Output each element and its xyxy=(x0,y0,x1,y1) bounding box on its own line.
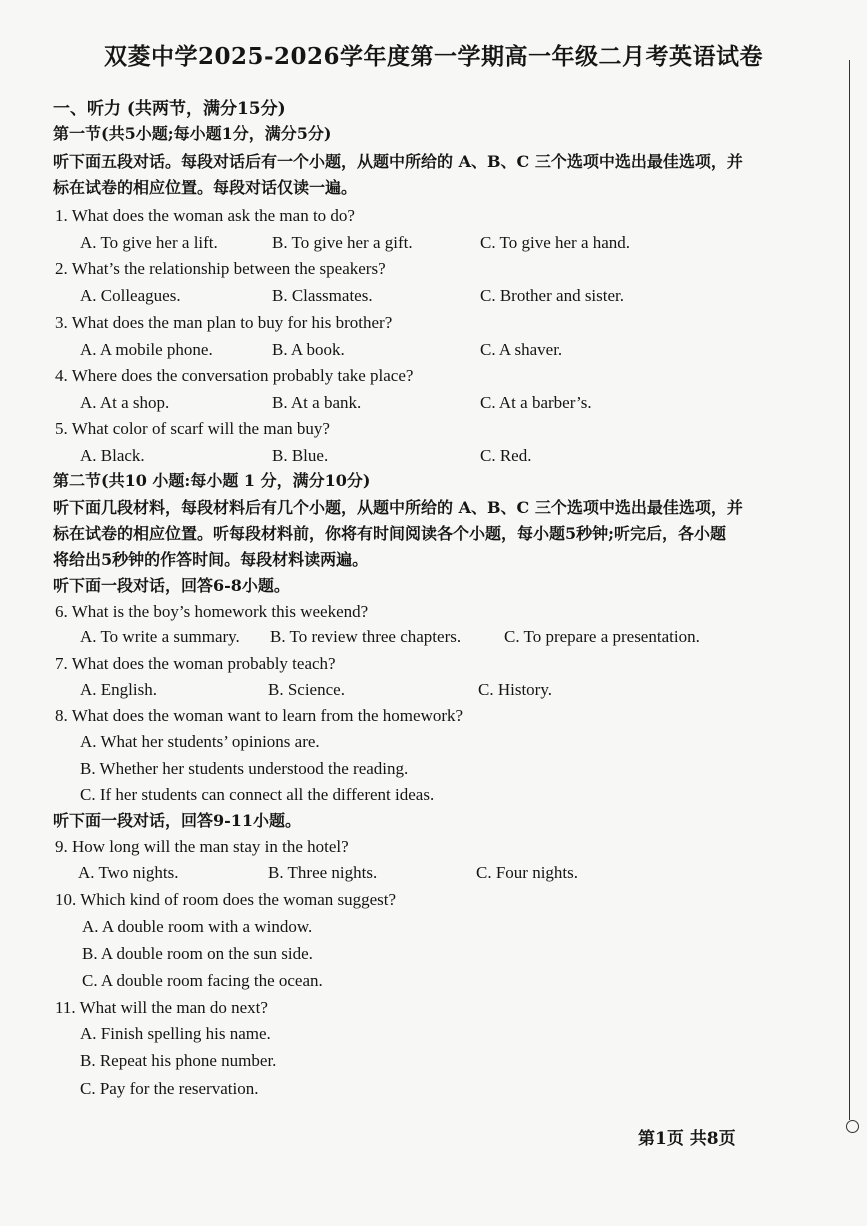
question-9 xyxy=(55,836,349,858)
q8-option-a: A. What her students’ opinions are. xyxy=(80,732,320,751)
q3-option-a: A. A mobile phone. xyxy=(80,340,213,359)
q6-option-c: C. To prepare a presentation. xyxy=(504,627,700,646)
question-text: How long will the man stay in the hotel? xyxy=(72,837,349,856)
q7-option-b: B. Science. xyxy=(268,680,345,699)
question-number: 2. xyxy=(55,259,68,278)
question-text: What color of scarf will the man buy? xyxy=(71,419,330,438)
q10-option-a: A. A double room with a window. xyxy=(82,917,313,936)
question-text: What does the woman ask the man to do? xyxy=(71,206,355,225)
q7-option-a: A. English. xyxy=(80,680,157,699)
part2-instructions-line3: 将给出5秒钟的作答时间。每段材料读两遍。 xyxy=(53,550,369,569)
question-number: 8. xyxy=(55,706,68,725)
q4-option-a: A. At a shop. xyxy=(80,393,170,412)
q5-option-c: C. Red. xyxy=(480,446,532,465)
question-number: 9. xyxy=(55,837,68,856)
question-number: 11. xyxy=(55,998,76,1017)
question-number: 5. xyxy=(55,419,68,438)
question-number: 1. xyxy=(55,206,68,225)
part2-instructions-line2: 标在试卷的相应位置。听每段材料前，你将有时间阅读各个小题，每小题5秒钟;听完后，各小题 xyxy=(53,524,727,543)
q3-option-b: B. A book. xyxy=(272,340,345,359)
question-text: What does the man plan to buy for his brother? xyxy=(71,313,393,332)
question-text: What’s the relationship between the speakers? xyxy=(71,259,386,278)
binding-hole-icon xyxy=(846,1120,859,1133)
q9-option-a: A. Two nights. xyxy=(78,863,179,882)
q9-option-c: C. Four nights. xyxy=(476,863,579,882)
q4-option-b: B. At a bank. xyxy=(272,393,362,412)
q2-option-c: C. Brother and sister. xyxy=(480,286,625,305)
q10-option-b: B. A double room on the sun side. xyxy=(82,944,313,963)
q9-option-b: B. Three nights. xyxy=(268,863,378,882)
question-text: What does the woman probably teach? xyxy=(71,654,336,673)
q6-option-a: A. To write a summary. xyxy=(80,627,240,646)
part1-instructions-line1: 听下面五段对话。每段对话后有一个小题，从题中所给的 A、B、C 三个选项中选出最佳选项，并 xyxy=(53,152,743,171)
q11-option-b: B. Repeat his phone number. xyxy=(80,1051,277,1070)
q8-option-c: C. If her students can connect all the different ideas. xyxy=(80,785,435,804)
question-number: 7. xyxy=(55,654,68,673)
group-heading-6-8: 听下面一段对话，回答6-8小题。 xyxy=(53,576,290,595)
part1-heading: 第一节(共5小题;每小题1分，满分5分) xyxy=(53,124,332,143)
q2-option-b: B. Classmates. xyxy=(272,286,373,305)
part2-heading: 第二节(共10 小题:每小题 1 分，满分10分) xyxy=(53,471,371,490)
binding-line xyxy=(849,60,850,1120)
question-5 xyxy=(55,418,330,440)
q3-option-c: C. A shaver. xyxy=(480,340,563,359)
q10-option-c: C. A double room facing the ocean. xyxy=(82,971,323,990)
q1-option-a: A. To give her a lift. xyxy=(80,233,218,252)
question-6 xyxy=(55,601,368,623)
question-number: 3. xyxy=(55,313,68,332)
part2-instructions-line1: 听下面几段材料，每段材料后有几个小题，从题中所给的 A、B、C 三个选项中选出最佳选项，并 xyxy=(53,498,743,517)
question-text: Where does the conversation probably take place? xyxy=(71,366,414,385)
q4-option-c: C. At a barber’s. xyxy=(480,393,592,412)
page-footer: 第1页 共8页 xyxy=(638,1129,736,1149)
part1-instructions-line2: 标在试卷的相应位置。每段对话仅读一遍。 xyxy=(53,178,358,197)
question-8 xyxy=(55,705,463,727)
q6-option-b: B. To review three chapters. xyxy=(270,627,462,646)
q11-option-c: C. Pay for the reservation. xyxy=(80,1079,259,1098)
question-10 xyxy=(55,889,396,911)
q5-option-b: B. Blue. xyxy=(272,446,329,465)
q11-option-a: A. Finish spelling his name. xyxy=(80,1024,271,1043)
q5-option-a: A. Black. xyxy=(80,446,145,465)
q2-option-a: A. Colleagues. xyxy=(80,286,181,305)
question-number: 4. xyxy=(55,366,68,385)
question-text: What will the man do next? xyxy=(79,998,268,1017)
question-text: What does the woman want to learn from the homework? xyxy=(71,706,464,725)
q8-option-b: B. Whether her students understood the reading. xyxy=(80,759,409,778)
question-1 xyxy=(55,205,355,227)
question-3 xyxy=(55,312,392,334)
q1-option-c: C. To give her a hand. xyxy=(480,233,631,252)
question-2 xyxy=(55,258,386,280)
group-heading-9-11: 听下面一段对话，回答9-11小题。 xyxy=(53,811,302,830)
q1-option-b: B. To give her a gift. xyxy=(272,233,413,252)
q7-option-c: C. History. xyxy=(478,680,552,699)
question-text: Which kind of room does the woman suggest? xyxy=(80,890,397,909)
question-11 xyxy=(55,997,268,1019)
question-number: 10. xyxy=(55,890,77,909)
section-heading-listening: 一、听力 (共两节，满分15分) xyxy=(53,99,286,119)
question-number: 6. xyxy=(55,602,68,621)
question-7 xyxy=(55,653,336,675)
question-4 xyxy=(55,365,413,387)
question-text: What is the boy’s homework this weekend? xyxy=(71,602,369,621)
exam-title: 双菱中学2025-2026学年度第一学期高一年级二月考英语试卷 xyxy=(103,43,764,70)
